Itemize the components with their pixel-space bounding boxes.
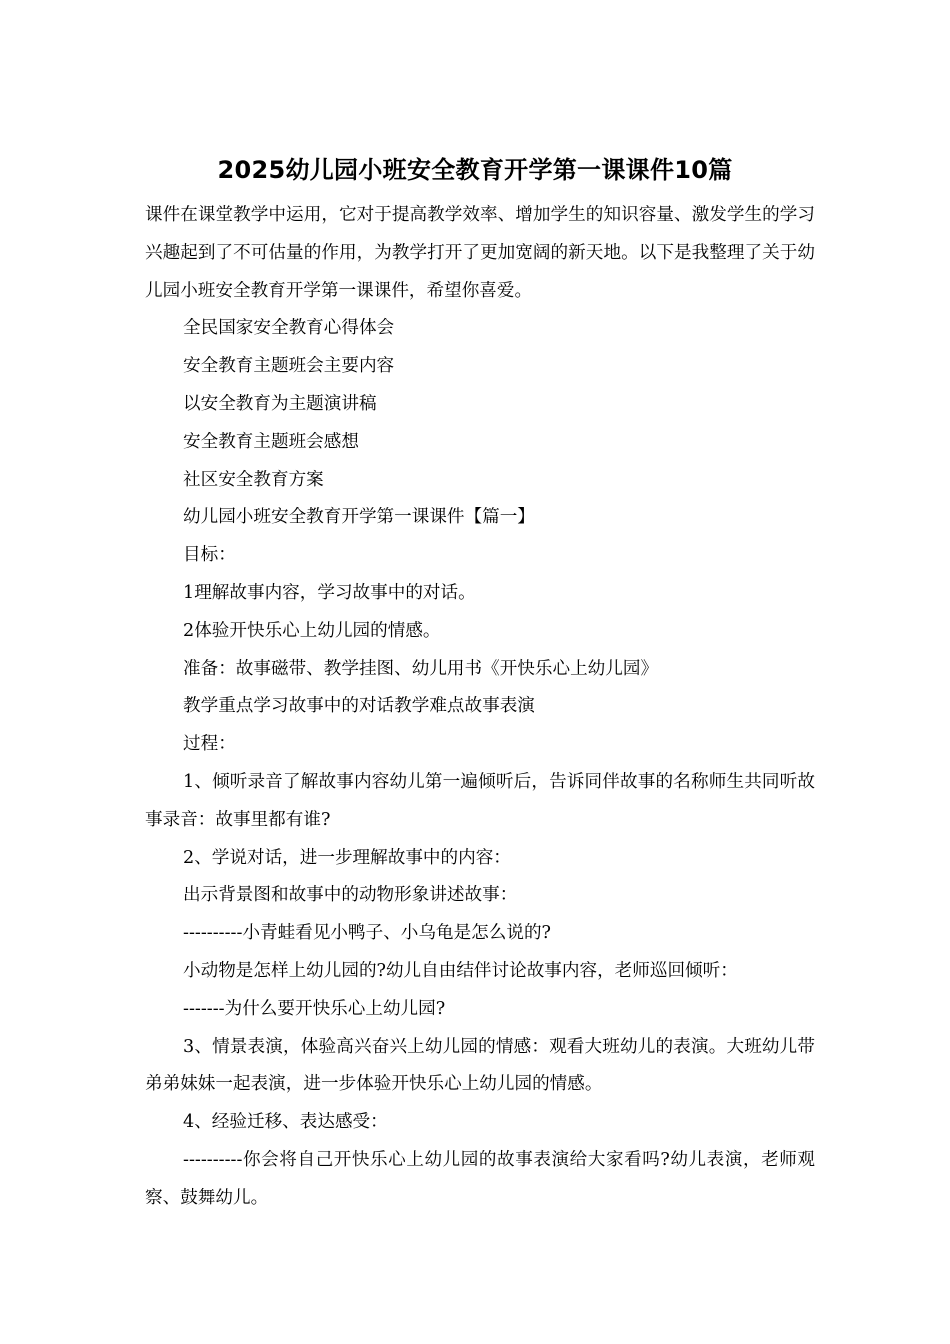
paragraph-goal-2: 2体验开快乐心上幼儿园的情感。: [183, 620, 441, 641]
related-link-4[interactable]: 安全教育主题班会感想: [183, 431, 359, 452]
paragraph-step-1: 1、倾听录音了解故事内容幼儿第一遍倾听后，告诉同伴故事的名称师生共同听故事录音：故事里都有谁?: [145, 771, 815, 830]
paragraph-step-4: 4、经验迁移、表达感受：: [183, 1112, 388, 1133]
related-link-3[interactable]: 以安全教育为主题演讲稿: [183, 393, 377, 414]
paragraph-question-2: -------为什么要开快乐心上幼儿园?: [183, 998, 446, 1019]
related-link-2[interactable]: 安全教育主题班会主要内容: [183, 356, 395, 377]
document-body: [145, 197, 815, 1218]
document-title: 2025幼儿园小班安全教育开学第一课课件10篇: [217, 156, 733, 184]
paragraph-process-label: 过程：: [183, 734, 236, 755]
paragraph-discussion: 小动物是怎样上幼儿园的?幼儿自由结伴讨论故事内容，老师巡回倾听：: [183, 960, 738, 981]
paragraph-step-3: 3、情景表演，体验高兴奋兴上幼儿园的情感：观看大班幼儿的表演。大班幼儿带弟弟妹妹一起表演，进一步体验开快乐心上幼儿园的情感。: [145, 1036, 815, 1095]
paragraph-goal-label: 目标：: [183, 545, 236, 566]
related-link-5[interactable]: 社区安全教育方案: [183, 469, 324, 490]
paragraph-focus: 教学重点学习故事中的对话教学难点故事表演: [183, 696, 535, 717]
intro-paragraph: 课件在课堂教学中运用，它对于提高教学效率、增加学生的知识容量、激发学生的学习兴趣起到了不可估量的作用，为教学打开了更加宽阔的新天地。以下是我整理了关于幼儿园小班安全教育开学第一课课件，希望你喜爱。: [145, 205, 815, 301]
paragraph-step-2-detail: 出示背景图和故事中的动物形象讲述故事：: [183, 885, 518, 906]
section-heading: 幼儿园小班安全教育开学第一课课件【篇一】: [183, 507, 535, 528]
paragraph-question-1: ----------小青蛙看见小鸭子、小乌龟是怎么说的?: [183, 923, 551, 944]
paragraph-goal-1: 1理解故事内容，学习故事中的对话。: [183, 582, 476, 603]
paragraph-question-3: ----------你会将自己开快乐心上幼儿园的故事表演给大家看吗?幼儿表演，老师观察、鼓舞幼儿。: [145, 1149, 815, 1208]
paragraph-preparation: 准备：故事磁带、教学挂图、幼儿用书《开快乐心上幼儿园》: [183, 658, 659, 679]
related-link-1[interactable]: 全民国家安全教育心得体会: [183, 318, 395, 339]
paragraph-step-2: 2、学说对话，进一步理解故事中的内容：: [183, 847, 511, 868]
